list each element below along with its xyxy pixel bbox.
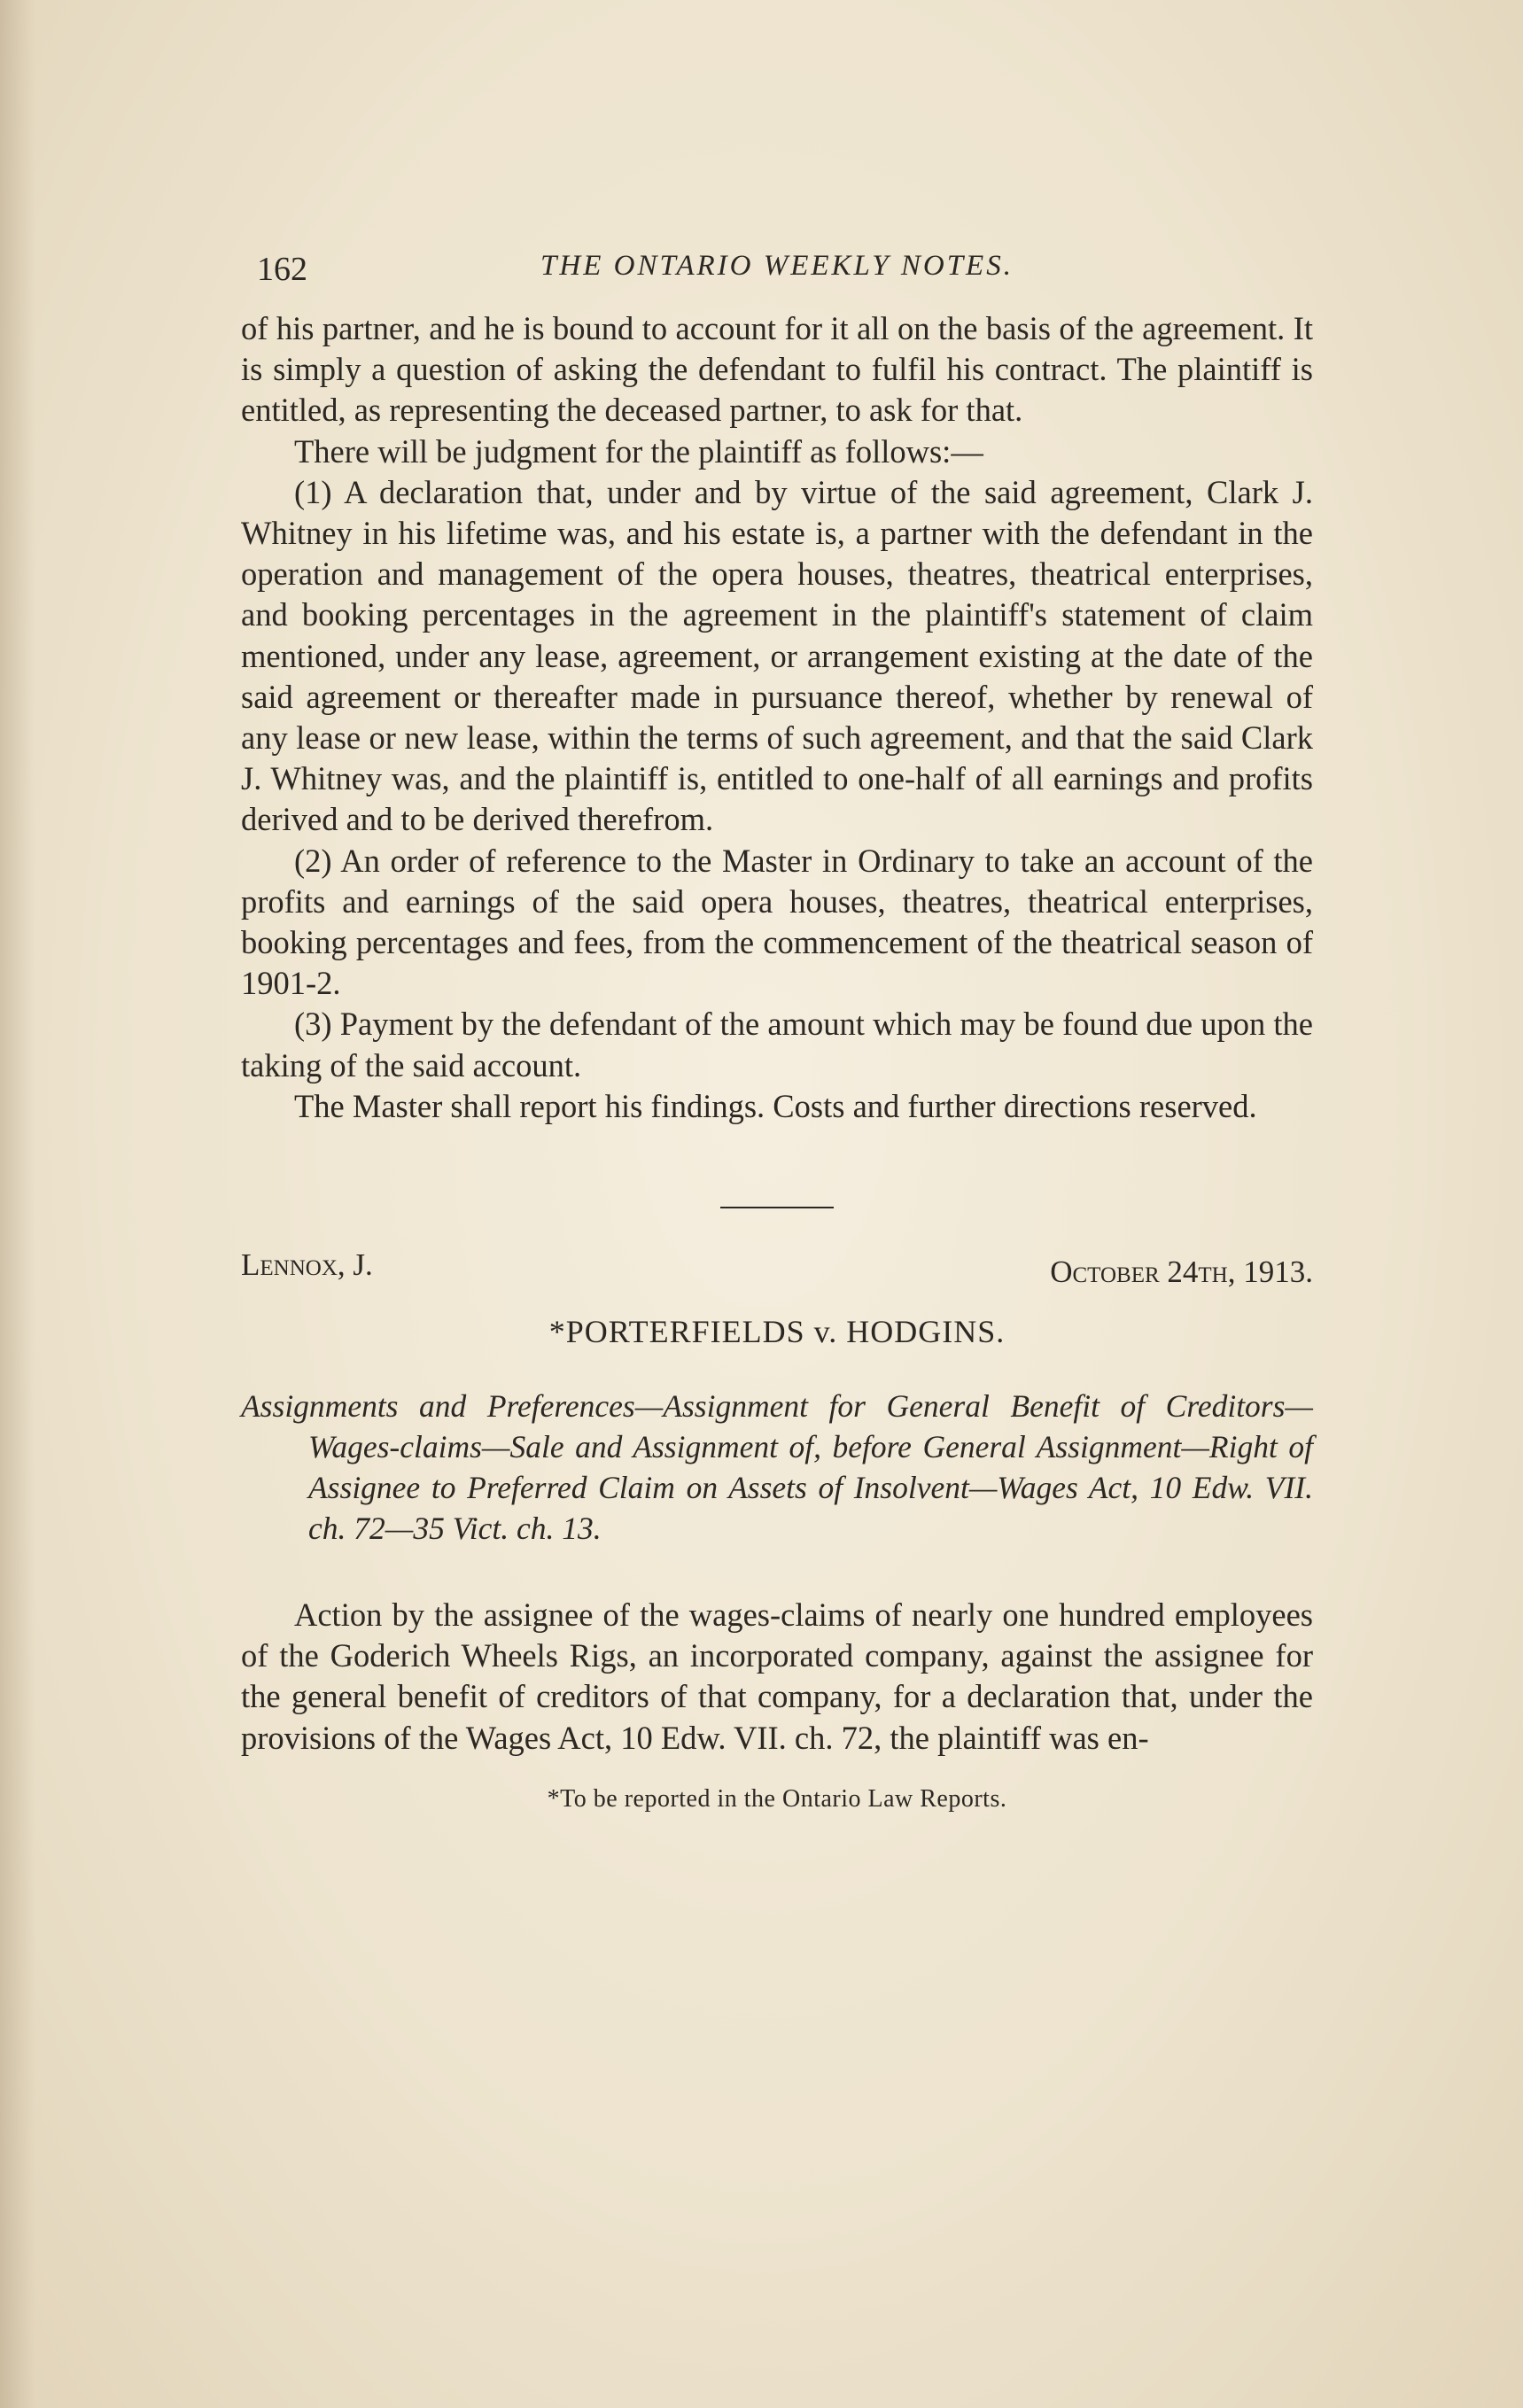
summary-paragraph: Action by the assignee of the wages-claims of nearly one hundred employees of the Goderich Wheels Rigs, an incorporated company, against the assignee for the general benefit of creditors of that company, for a declaration that, under the provisions of the Wages Act, 10 Edw. VII. ch. 72, the plaintiff was en- bbox=[241, 1596, 1313, 1756]
case-summary bbox=[241, 1595, 1313, 1759]
judgment-text bbox=[241, 308, 1313, 1127]
page-edge-shadow bbox=[0, 0, 35, 2408]
paragraph-order-of-reference: (2) An order of reference to the Master in Ordinary to take an account of the profits and earnings of the said opera houses, theatres, theatrical enterprises, booking percentages and fees, from the commencement of the theatrical season of 1901-2. bbox=[241, 842, 1313, 1002]
section-divider bbox=[720, 1207, 834, 1208]
paragraph-declaration: (1) A declaration that, under and by virtue of the said agreement, Clark J. Whitney in his lifetime was, and his estate is, a partner with the defendant in the operation and management of the opera houses, theatres, theatrical enterprises, and booking percentages in the agreement in the plaintiff's statement of claim mentioned, under any lease, agreement, or arrangement existing at the date of the said agreement or thereafter made in pursuance thereof, whether by renewal of any lease or new lease, within the terms of such agreement, and that the said Clark J. Whitney was, and the plaintiff is, entitled to one-half of all earnings and profits derived and to be derived therefrom. bbox=[241, 473, 1313, 838]
paragraph-continuation: of his partner, and he is bound to account for it all on the basis of the agreement. It is simply a question of asking the defendant to fulfil his contract. The plaintiff is entitled, as representing the deceased partner, to ask for that. bbox=[241, 310, 1313, 429]
page-header bbox=[241, 239, 1313, 292]
case-headnote: Assignments and Preferences—Assignment for General Benefit of Creditors—Wages-claims—Sale and Assignment of, before General Assignment—Right of Assignee to Preferred Claim on Assets of Insolvent—Wages Act, 10 Edw. VII. ch. 72—35 Vict. ch. 13. bbox=[241, 1388, 1313, 1547]
judge-name: Lennox, J. bbox=[241, 1247, 373, 1283]
case-title: *PORTERFIELDS v. HODGINS. bbox=[548, 1314, 1006, 1350]
case-meta bbox=[241, 1247, 1313, 1292]
book-page bbox=[241, 239, 1313, 1814]
running-title: THE ONTARIO WEEKLY NOTES. bbox=[540, 250, 1014, 282]
footnote: *To be reported in the Ontario Law Reports. bbox=[547, 1784, 1007, 1813]
case-date: October 24th, 1913. bbox=[1050, 1254, 1313, 1290]
paragraph-master-report: The Master shall report his findings. Costs and further directions reserved. bbox=[294, 1087, 1257, 1124]
paragraph-payment: (3) Payment by the defendant of the amount which may be found due upon the taking of the said account. bbox=[241, 1006, 1313, 1084]
page-number: 162 bbox=[257, 251, 307, 288]
paragraph-judgment-intro: There will be judgment for the plaintiff as follows:— bbox=[294, 432, 983, 470]
